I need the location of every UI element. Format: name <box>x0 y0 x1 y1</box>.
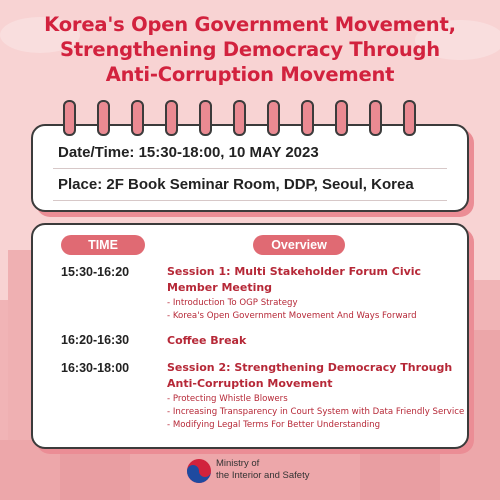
title-line-2: Strengthening Democracy Through <box>60 38 440 61</box>
place-text: Place: 2F Book Seminar Room, DDP, Seoul, Korea <box>58 176 414 193</box>
binder-ring <box>301 100 314 136</box>
binder-ring <box>369 100 382 136</box>
session-bullets <box>167 297 467 323</box>
session-title: Session 1: Multi Stakeholder Forum Civic Member Meeting <box>167 265 422 294</box>
title-line-1: Korea's Open Government Movement, <box>44 13 456 36</box>
session-bullets <box>167 393 467 432</box>
schedule-time: 15:30-16:20 <box>61 265 130 279</box>
binder-ring <box>97 100 110 136</box>
list-item: - Korea's Open Government Movement And Ways Forward <box>167 311 417 321</box>
schedule-time: 16:20-16:30 <box>61 333 130 347</box>
binder-ring <box>267 100 280 136</box>
schedule-card <box>31 223 469 449</box>
binder-ring <box>233 100 246 136</box>
overview-header: Overview <box>253 235 345 255</box>
event-info-card <box>31 124 469 212</box>
ministry-footer <box>186 456 346 492</box>
time-header: TIME <box>61 235 145 255</box>
list-item: - Increasing Transparency in Court System with Data Friendly Service <box>167 407 465 417</box>
list-item: - Introduction To OGP Strategy <box>167 298 298 308</box>
list-item: - Protecting Whistle Blowers <box>167 394 288 404</box>
binder-ring <box>199 100 212 136</box>
session-title: Session 2: Strengthening Democracy Through Anti-Corruption Movement <box>167 361 453 390</box>
ministry-line-1: Ministry of <box>216 458 260 469</box>
binder-ring <box>335 100 348 136</box>
list-item: - Modifying Legal Terms For Better Understanding <box>167 420 381 430</box>
binder-ring <box>131 100 144 136</box>
title-line-3: Anti-Corruption Movement <box>105 63 395 86</box>
binder-ring <box>165 100 178 136</box>
page-title <box>0 12 500 87</box>
taegeuk-emblem-icon <box>186 458 212 484</box>
binder-ring <box>403 100 416 136</box>
schedule-time: 16:30-18:00 <box>61 361 130 375</box>
ministry-name <box>216 458 309 482</box>
ministry-line-2: the Interior and Safety <box>216 470 310 481</box>
binder-ring <box>63 100 76 136</box>
datetime-text: Date/Time: 15:30-18:00, 10 MAY 2023 <box>58 144 319 161</box>
session-title: Coffee Break <box>167 334 247 347</box>
divider <box>53 168 447 169</box>
divider <box>53 200 447 201</box>
